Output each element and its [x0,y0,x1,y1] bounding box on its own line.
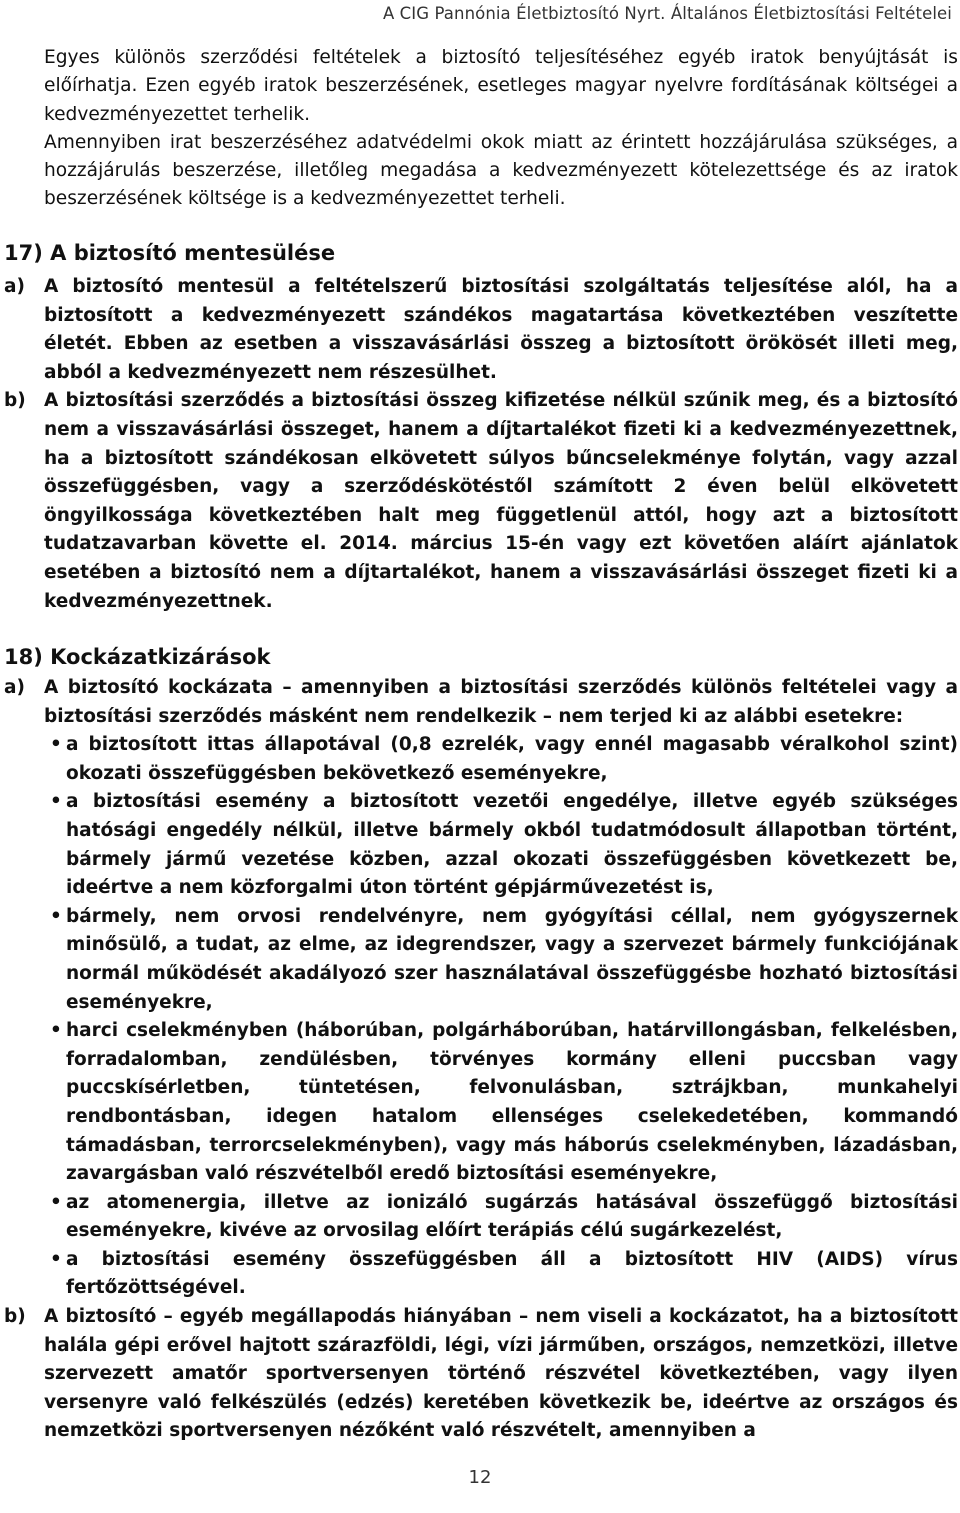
list-item-text: a biztosítási esemény a biztosított vezetői engedélye, illetve egyéb szükséges hatósági engedély nélkül, illetve bármely okból tudatmódosult állapotban történt, bármely jármű vezetése közben, azzal okozati összefüggésben következett be, ideértve a nem közforgalmi úton történt gépjárművezetést is, [66,791,958,899]
item-text: A biztosító kockázata – amennyiben a biztosítási szerződés különös feltételei vagy a biztosítási szerződés másként nem rendelkezik – nem terjed ki az alábbi esetekre: [44,677,958,727]
section-18-title: 18) Kockázatkizárások [4,645,271,669]
item-label: a) [4,276,25,297]
section-18-item-b [4,1303,958,1446]
page-number: 12 [468,1467,492,1488]
list-item [44,731,958,788]
list-item-text: az atomenergia, illetve az ionizáló sugárzás hatásával összefüggő biztosítási eseményekre, kivéve az orvosilag előírt terápiás célú sugárkezelést, [66,1191,958,1242]
list-item-text: harci cselekményben (háborúban, polgárháborúban, határvillongásban, felkelésben, forradalomban, zendülésben, törvényes kormány elleni puccsban vagy puccskísérletben, tüntetésen, felvonulásban, sztrájkban, munkahelyi rendbontásban, idegen hatalom ellenséges cselekedetében, kommandó támadásban, terrorcselekményben), vagy más háborús cselekményben, lázadásban, zavargásban való részvételből eredő biztosítási eseményekre, [66,1020,958,1185]
section-17-items [4,273,958,616]
intro-paragraph-1: Egyes különös szerződési feltételek a biztosító teljesítéséhez egyéb iratok benyújtását is előírhatja. Ezen egyéb iratok beszerzésének, esetleges magyar nyelvre fordításának költségei a kedvezményezettet terhelik. [44,47,958,125]
section-18-items [4,674,958,1446]
section-17-title: 17) A biztosító mentesülése [4,241,336,265]
list-item [44,788,958,902]
bullet-icon: • [50,1020,62,1042]
intro-text [44,44,958,214]
item-label: a) [4,677,25,698]
bullet-icon: • [50,1248,62,1270]
list-item-text: a biztosítási esemény összefüggésben áll a biztosított HIV (AIDS) vírus fertőzöttségével. [66,1248,958,1299]
list-item [44,1189,958,1246]
exclusion-list [44,731,958,1303]
list-item-text: bármely, nem orvosi rendelvényre, nem gyógyítási céllal, nem gyógyszernek minősülő, a tudat, az elme, az idegrendszer, vagy a szervezet bármely funkciójának normál működését akadályozó szer használatával összefüggésbe hozható biztosítási eseményekre, [66,905,958,1013]
item-label: b) [4,1306,26,1328]
intro-paragraph-2: Amennyiben irat beszerzéséhez adatvédelmi okok miatt az érintett hozzájárulása szükséges, a hozzájárulás beszerzése, illetőleg megadása a kedvezményezett kötelezettsége és az iratok beszerzésének költsége is a kedvezményezettet terheli. [44,131,958,210]
bullet-icon: • [50,734,62,756]
item-label: b) [4,390,26,412]
bullet-icon: • [50,791,62,813]
list-item [44,1246,958,1303]
section-18-item-a [4,674,958,1303]
item-text: A biztosító – egyéb megállapodás hiányában – nem viseli a kockázatot, ha a biztosított halála gépi erővel hajtott szárazföldi, légi, vízi járműben, országos, nemzetközi, illetve szervezett amatőr sportversenyen történő részvétel következtében, vagy ilyen versenyre való felkészülés (edzés) keretében következik be, ideértve az országos és nemzetközi sportversenyen nézőként való részvételt, amennyiben a [44,1306,958,1442]
section-17-item-a [4,273,958,387]
bullet-icon: • [50,1191,62,1213]
section-17-item-b [4,387,958,616]
bullet-icon: • [50,905,62,927]
item-text: A biztosítási szerződés a biztosítási összeg kifizetése nélkül szűnik meg, és a biztosító nem a visszavásárlási összeget, hanem a díjtartalékot fizeti ki a kedvezményezettnek, ha a biztosított szándékosan elkövetett súlyos bűncselekménye folytán, vagy azzal összefüggésben, vagy a szerződéskötéstől számított 2 éven belül elkövetett öngyilkossága következtében halt meg függetlenül attól, hogy azt a biztosított tudatzavarban követte el. 2014. március 15-én vagy ezt követően aláírt ajánlatok esetében a biztosító nem a díjtartalékot, hanem a visszavásárlási összeget fizeti ki a kedvezményezettnek. [44,390,958,612]
running-header: A CIG Pannónia Életbiztosító Nyrt. Általános Életbiztosítási Feltételei [382,4,952,23]
item-text: A biztosító mentesül a feltételszerű biztosítási szolgáltatás teljesítése alól, ha a biztosított a kedvezményezett szándékos magatartása következtében veszítette életét. Ebben az esetben a visszavásárlási összeg a biztosított örökösét illeti meg, abból a kedvezményezett nem részesülhet. [44,276,958,383]
list-item [44,1017,958,1189]
list-item-text: a biztosított ittas állapotával (0,8 ezrelék, vagy ennél magasabb véralkohol szint) okozati összefüggésben bekövetkező eseményekre, [66,734,958,784]
list-item [44,903,958,1017]
